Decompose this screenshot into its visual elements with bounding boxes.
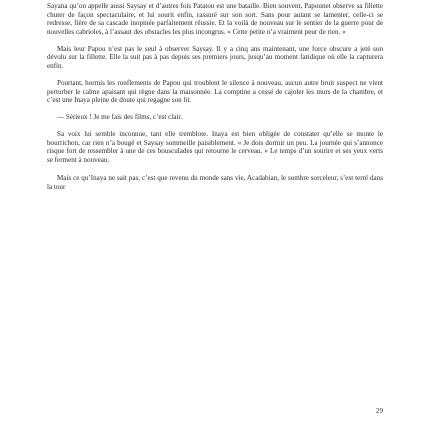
paragraph-sayana-intro: Sayana qu’on appelle aussi Saysay et d’autres fois Patatou est une bataille. Bien souvent, Papounet observe sa fillette chuter de façon spectaculaire, et lui sourit enfin, rassuré sur son sort. Sans pour autant se lamenter, celle-ci se redresse, fière de sa cascade inopinée parfaitement réussie. Et la voilà de nouveau sur le sentier de la guerre pour de nouvelles cabrioles, à l’assaut des obstacles les plus incongrus. « Cette petite n’a vraiment peur de rien. » [47,2,383,36]
paragraph-trembling-voice: Sa voix lui semble inconnue, tant elle tremblote. Inaya est bien obligée de constater qu’elle se monte le bourrichon, car rien n’a bougé et Saysay sommeille paisiblement. « Je dois dormir un peu. La journée qui s’annonce risque fort de ressembler à une de ces bousculades qui retourne le cerveau. » Le temps d’un sourire et ses yeux verts se ferment à nouveau. [47,130,383,165]
paragraph-dialogue: — Sérieux ! Je me fais des films, c’est clair. [57,113,183,122]
paragraph-dark-force: Mais leur Papou n’est pas le seul à observer Saysay. Il y a cinq ans maintenant, une force obscure a jeté son dévolu sur la fillette. Elle la suit pas à pas depuis ses premiers jours, jusqu’au moment fatidique où elle la capturera enfin. [47,44,383,70]
page-number: 29 [375,407,383,415]
paragraph-silence: Pourtant, hormis les ronflements de Papou qui troublent le silence à nouveau, aucun autre bruit suspect ne vient perturber le calme apaisant qui règne dans la maisonnée. La comptine a cessé de cajoler les murs de la chambre, et c’est une Inaya pleine de doute qui regagne son lit. [47,79,383,105]
paragraph-acadabian: Mais ce qu’Inaya ne sait pas, c’est que revenu du monde sans vie, Acadabian, le sombre sorceleur, s’est terré dans la tour [47,174,383,191]
document-page [47,2,383,429]
